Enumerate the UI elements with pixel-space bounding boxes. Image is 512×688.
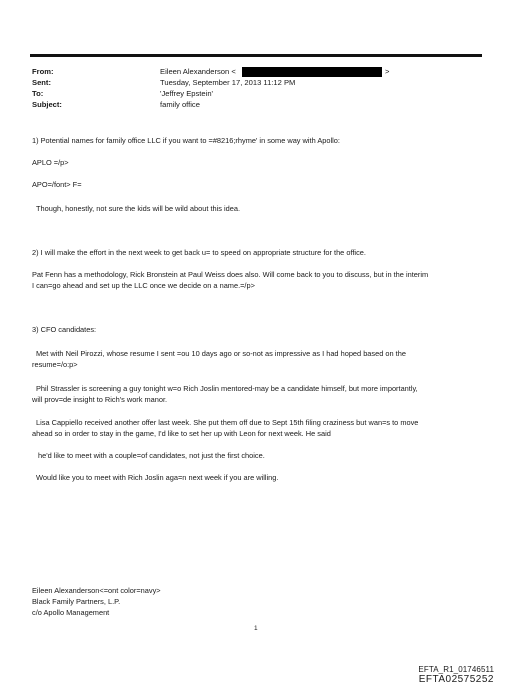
to-label: To: xyxy=(32,89,44,98)
body-paragraph-10-line-1: Lisa Cappiello received another offer last week. She put them off due to Sept 15th filing craziness but wan=s to move xyxy=(36,418,419,427)
body-paragraph-9-line-1: Phil Strassler is screening a guy tonight w=o Rich Joslin mentored-may be a candidate himself, but more importantly, xyxy=(36,384,418,393)
sent-label: Sent: xyxy=(32,78,51,87)
body-paragraph-11: he'd like to meet with a couple=of candidates, not just the first choice. xyxy=(38,451,265,460)
signature-name: Eileen Alexanderson<=ont color=navy> xyxy=(32,586,161,595)
subject-label: Subject: xyxy=(32,100,62,109)
body-paragraph-8-line-2: resume=/o:p> xyxy=(32,360,78,369)
redaction-bar xyxy=(242,67,382,77)
body-paragraph-5: 2) I will make the effort in the next week to get back u= to speed on appropriate structure for the office. xyxy=(32,248,366,257)
body-paragraph-4: Though, honestly, not sure the kids will be wild about this idea. xyxy=(36,204,241,213)
body-paragraph-12: Would like you to meet with Rich Joslin aga=n next week if you are willing. xyxy=(36,473,279,482)
body-paragraph-2: APLO =/p> xyxy=(32,158,69,167)
subject-value: family office xyxy=(160,100,200,109)
header-rule xyxy=(30,54,482,57)
body-paragraph-8-line-1: Met with Neil Pirozzi, whose resume I sent =ou 10 days ago or so-not as impressive as I had hoped based on the xyxy=(36,349,406,358)
page-number: 1 xyxy=(254,625,258,632)
signature-company: Black Family Partners, L.P. xyxy=(32,597,121,606)
body-paragraph-9-line-2: will prov=de insight to Rich's work manor. xyxy=(32,395,168,404)
efta-id-primary: EFTA_R1_01746511 xyxy=(418,665,494,674)
to-value: 'Jeffrey Epstein' xyxy=(160,89,213,98)
from-value: Eileen Alexanderson < xyxy=(160,67,236,76)
signature-address: c/o Apollo Management xyxy=(32,608,110,617)
body-paragraph-7: 3) CFO candidates: xyxy=(32,325,97,334)
sent-value: Tuesday, September 17, 2013 11:12 PM xyxy=(160,78,296,87)
body-paragraph-6-line-2: I can=go ahead and set up the LLC once we decide on a name.=/p> xyxy=(32,281,255,290)
from-value-end: > xyxy=(385,67,390,76)
body-paragraph-6-line-1: Pat Fenn has a methodology, Rick Bronstein at Paul Weiss does also. Will come back to you to discuss, but in the interim xyxy=(32,270,429,279)
efta-id-secondary: EFTA02575252 xyxy=(418,674,494,685)
body-paragraph-1: 1) Potential names for family office LLC if you want to =#8216;rhyme' in some way with Apollo: xyxy=(32,136,340,145)
from-label: From: xyxy=(32,67,54,76)
body-paragraph-10-line-2: ahead so in order to stay in the game, I'd like to set her up with Leon for next week. He said xyxy=(32,429,331,438)
body-paragraph-3: APO=/font> F= xyxy=(32,180,82,189)
